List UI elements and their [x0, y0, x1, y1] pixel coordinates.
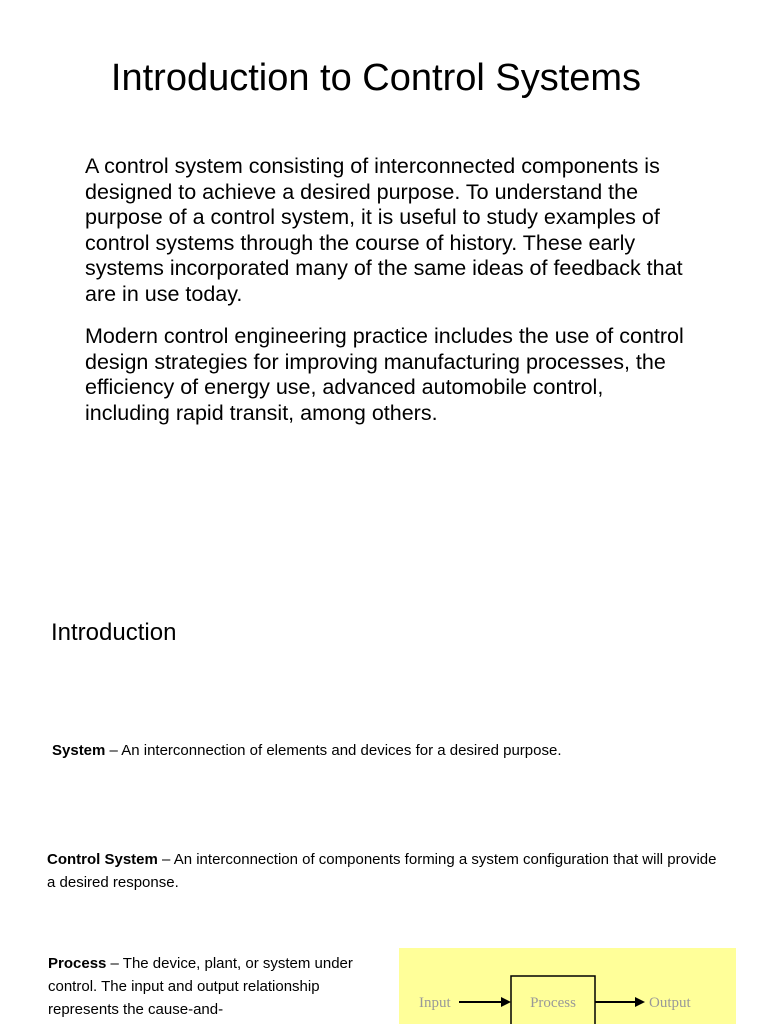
definition-term: Process	[48, 955, 107, 972]
process-label: Process	[530, 995, 576, 1011]
process-block-diagram	[399, 948, 736, 1024]
block-diagram-svg	[399, 948, 736, 1024]
body-paragraph: Modern control engineering practice includes the use of control design strategies for improving manufacturing processes, the efficiency of energy use, advanced automobile control, including rapid transit, among others.	[85, 324, 684, 425]
input-arrowhead	[501, 997, 511, 1007]
output-label: Output	[649, 995, 691, 1011]
definition-term: Control System	[47, 851, 158, 868]
slide-body	[85, 154, 685, 443]
output-arrowhead	[635, 997, 645, 1007]
definition-text: – An interconnection of components forming a system configuration that will provide a desired response.	[47, 851, 717, 891]
definition-control-system	[47, 848, 717, 894]
body-paragraph: A control system consisting of interconnected components is designed to achieve a desired purpose. To understand the purpose of a control system, it is useful to study examples of control systems through the course of history. These early systems incorporated many of the same ideas of feedback that are in use today.	[85, 154, 683, 306]
definition-text: – The device, plant, or system under control. The input and output relationship represents the cause-and-	[48, 955, 353, 1018]
section-heading: Introduction	[51, 619, 177, 646]
definition-text: – An interconnection of elements and devices for a desired purpose.	[105, 742, 562, 759]
input-label: Input	[419, 995, 451, 1011]
definition-term: System	[52, 742, 106, 759]
slide-title: Introduction to Control Systems	[110, 57, 642, 99]
definition-system	[52, 739, 752, 762]
definition-process	[48, 952, 358, 1021]
